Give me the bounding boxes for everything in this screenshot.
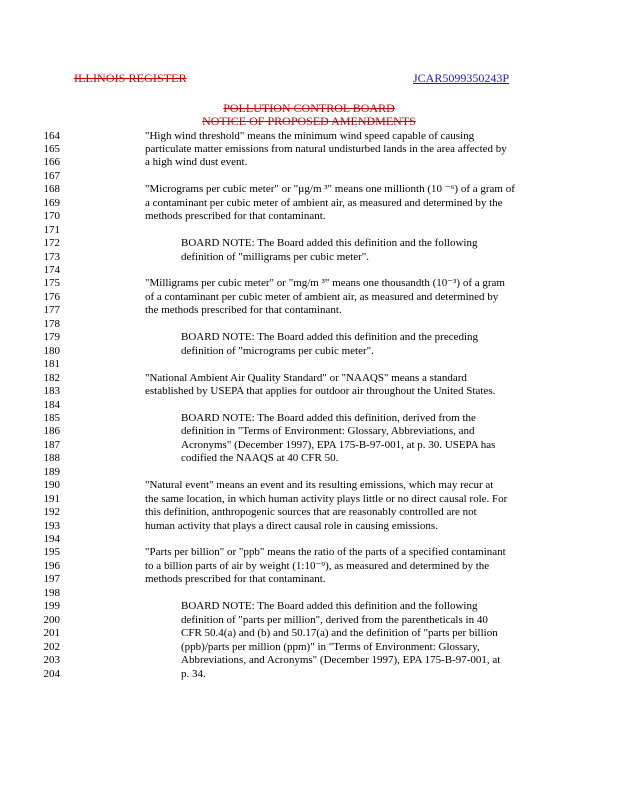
- document-line-text: definition of "micrograms per cubic meter".: [181, 344, 374, 357]
- line-number: 167: [43, 169, 60, 182]
- document-line-text: a contaminant per cubic meter of ambient air, as measured and determined by the: [145, 196, 503, 209]
- document-line-text: the methods prescribed for that contaminant.: [145, 304, 342, 317]
- line-number: 200: [43, 613, 60, 626]
- line-number: 189: [43, 465, 60, 478]
- document-line-text: of a contaminant per cubic meter of ambient air, as measured and determined by: [145, 290, 499, 303]
- document-line-text: a high wind dust event.: [145, 156, 248, 169]
- line-number: 203: [43, 654, 60, 667]
- document-line-text: BOARD NOTE: The Board added this definition, derived from the: [181, 411, 476, 424]
- line-number: 166: [43, 156, 60, 169]
- line-number: 173: [43, 250, 60, 263]
- line-number: 171: [43, 223, 60, 236]
- line-number: 187: [43, 438, 60, 451]
- line-number: 194: [43, 533, 60, 545]
- line-number: 182: [43, 371, 60, 384]
- document-line-text: the same location, in which human activity plays little or no direct causal role. For: [145, 492, 508, 505]
- line-number: 175: [43, 277, 60, 290]
- document-line-text: "Micrograms per cubic meter" or "µg/m ³" means one millionth (10 ⁻⁶) of a gram of: [145, 183, 515, 196]
- line-number: 202: [43, 640, 60, 653]
- line-number: 169: [43, 196, 60, 209]
- document-line-text: BOARD NOTE: The Board added this definition and the following: [181, 600, 478, 613]
- line-number: 185: [43, 411, 60, 424]
- line-number: 192: [43, 506, 60, 519]
- document-line-text: to a billion parts of air by weight (1:10⁻⁹), as measured and determined by the: [145, 559, 490, 572]
- document-line-text: particulate matter emissions from natural undisturbed lands in the area affected by: [145, 142, 507, 155]
- line-number: 178: [43, 317, 60, 330]
- document-line-text: Acronyms" (December 1997), EPA 175-B-97-001, at p. 30. USEPA has: [181, 438, 496, 451]
- line-number: 181: [43, 358, 60, 371]
- document-line-text: "Parts per billion" or "ppb" means the ratio of the parts of a specified contaminant: [145, 546, 506, 559]
- line-number: 179: [43, 331, 60, 344]
- document-line-text: methods prescribed for that contaminant.: [145, 573, 326, 586]
- document-line-text: "High wind threshold" means the minimum wind speed capable of causing: [145, 129, 475, 142]
- notice-title: NOTICE OF PROPOSED AMENDMENTS: [202, 114, 416, 128]
- document-line-text: BOARD NOTE: The Board added this definition and the preceding: [181, 331, 479, 344]
- document-line-text: (ppb)/parts per million (ppm)" in "Terms of Environment: Glossary,: [181, 640, 480, 653]
- line-number: 174: [43, 264, 60, 276]
- register-header: ILLINOIS REGISTER: [74, 71, 187, 85]
- agency-title: POLLUTION CONTROL BOARD: [223, 101, 395, 115]
- document-line-text: BOARD NOTE: The Board added this definition and the following: [181, 237, 478, 250]
- jcar-code-link[interactable]: JCAR5099350243P: [413, 71, 510, 85]
- line-number: 193: [43, 519, 60, 532]
- line-number: 172: [43, 237, 60, 250]
- document-line-text: CFR 50.4(a) and (b) and 50.17(a) and the definition of "parts per billion: [181, 627, 498, 640]
- document-line-text: "Natural event" means an event and its resulting emissions, which may recur at: [145, 479, 494, 492]
- document-line-text: established by USEPA that applies for outdoor air throughout the United States.: [145, 385, 496, 398]
- line-number: 168: [43, 183, 60, 196]
- document-line-text: "National Ambient Air Quality Standard" or "NAAQS" means a standard: [145, 371, 467, 384]
- document-line-text: "Milligrams per cubic meter" or "mg/m ³" means one thousandth (10⁻³) of a gram: [145, 277, 505, 290]
- line-number: 190: [43, 479, 60, 492]
- line-number: 164: [43, 129, 60, 142]
- document-line-text: codified the NAAQS at 40 CFR 50.: [181, 452, 339, 465]
- line-number: 191: [43, 492, 60, 505]
- line-number: 196: [43, 559, 60, 572]
- document-line-text: methods prescribed for that contaminant.: [145, 210, 326, 223]
- line-number: 195: [43, 546, 60, 559]
- document-line-text: definition of "milligrams per cubic meter".: [181, 250, 369, 263]
- document-line-text: Abbreviations, and Acronyms" (December 1997), EPA 175-B-97-001, at: [181, 654, 501, 667]
- line-number: 197: [43, 573, 60, 586]
- document-line-text: human activity that plays a direct causal role in causing emissions.: [145, 519, 438, 532]
- document-line-text: definition in "Terms of Environment: Glossary, Abbreviations, and: [181, 425, 475, 438]
- line-number: 201: [43, 627, 60, 640]
- document-line-text: p. 34.: [181, 667, 206, 680]
- line-number: 184: [43, 398, 60, 411]
- line-number: 177: [43, 304, 60, 317]
- line-number: 188: [43, 452, 60, 465]
- line-number: 199: [43, 600, 60, 613]
- line-number: 204: [43, 667, 60, 680]
- document-line-text: this definition, anthropogenic sources that are reasonably controlled are not: [145, 506, 477, 519]
- line-number: 186: [43, 425, 60, 438]
- line-number: 198: [43, 586, 60, 599]
- line-number: 180: [43, 344, 60, 357]
- line-number: 183: [43, 385, 60, 398]
- line-number: 170: [43, 210, 60, 223]
- document-line-text: definition of "parts per million", derived from the parentheticals in 40: [181, 613, 488, 626]
- line-number: 165: [43, 142, 60, 155]
- line-number: 176: [43, 290, 60, 303]
